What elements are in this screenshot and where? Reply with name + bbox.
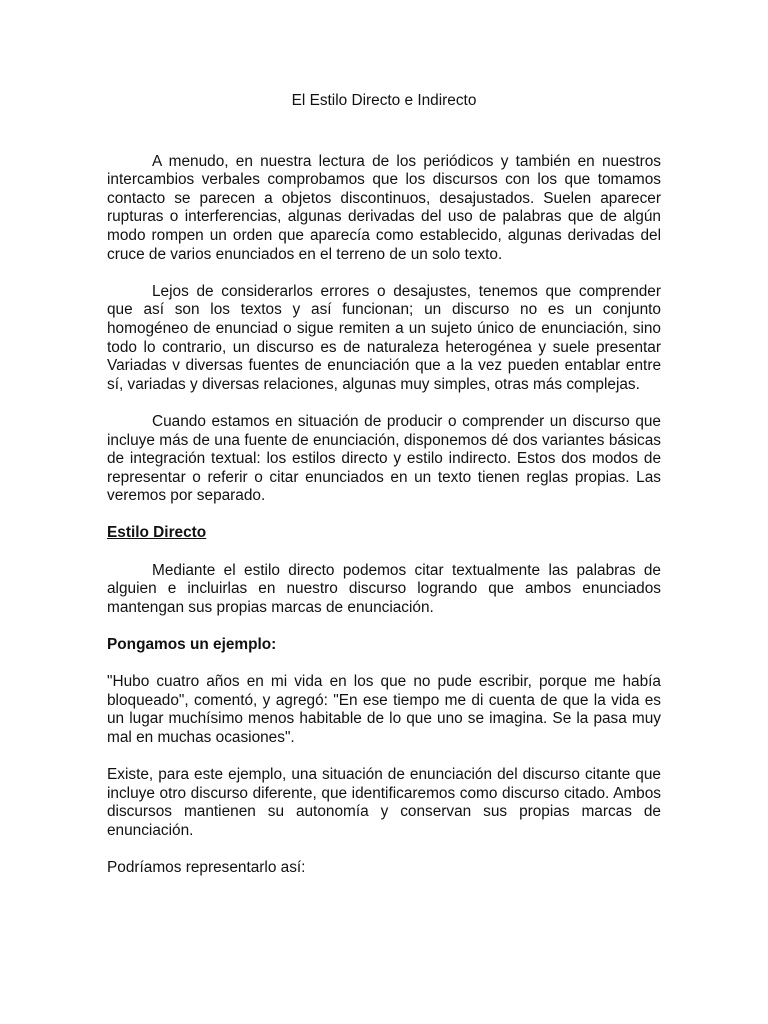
paragraph-explanation: Existe, para este ejemplo, una situación de enunciación del discurso citante que incluye otro discurso diferente, que identificaremos como discurso citado. Ambos discursos mantienen su autonomía y conservan sus propias marcas de enunciación. — [107, 766, 661, 839]
section-heading-estilo-directo: Estilo Directo — [107, 524, 207, 542]
paragraph-styles: Cuando estamos en situación de producir o comprender un discurso que incluye más de una fuente de enunciación, disponemos dé dos variantes básicas de integración textual: los estilos directo y estilo indirecto. Estos dos modos de representar o referir o citar enunciados en un texto tienen reglas propias. Las veremos por separado. — [107, 412, 661, 505]
example-heading: Pongamos un ejemplo: — [107, 636, 277, 654]
paragraph-estilo-directo: Mediante el estilo directo podemos citar textualmente las palabras de alguien e incluirlas en nuestro discurso logrando que ambos enunciados mantengan sus propias marcas de enunciación. — [107, 561, 661, 616]
document-title: El Estilo Directo e Indirecto — [291, 92, 477, 109]
paragraph-heterogeneity: Lejos de considerarlos errores o desajustes, tenemos que comprender que así son los textos y así funcionan; un discurso no es un conjunto homogéneo de enunciad o sigue remiten a un sujeto único de enunciación, sino todo lo contrario, un discurso es de naturaleza heterogénea y suele presentar Variadas v diversas fuentes de enunciación que a la vez pueden entablar entre sí, variadas y diversas relaciones, algunas muy simples, otras más complejas. — [107, 282, 661, 393]
example-quote: "Hubo cuatro años en mi vida en los que no pude escribir, porque me había bloqueado", comentó, y agregó: "En ese tiempo me di cuenta de que la vida es un lugar muchísimo menos habitable de lo que uno se imagina. Se la pasa muy mal en muchas ocasiones". — [107, 673, 661, 746]
paragraph-intro: A menudo, en nuestra lectura de los periódicos y también en nuestros intercambios verbales comprobamos que los discursos con los que tomamos contacto se parecen a objetos discontinuos, desajustados. Suelen aparecer rupturas o interferencias, algunas derivadas del uso de palabras que de algún modo rompen un orden que aparecía como establecido, algunas derivadas del cruce de varios enunciados en el terreno de un solo texto. — [107, 152, 661, 263]
paragraph-closing: Podríamos representarlo así: — [107, 859, 306, 877]
document-page — [107, 92, 661, 896]
